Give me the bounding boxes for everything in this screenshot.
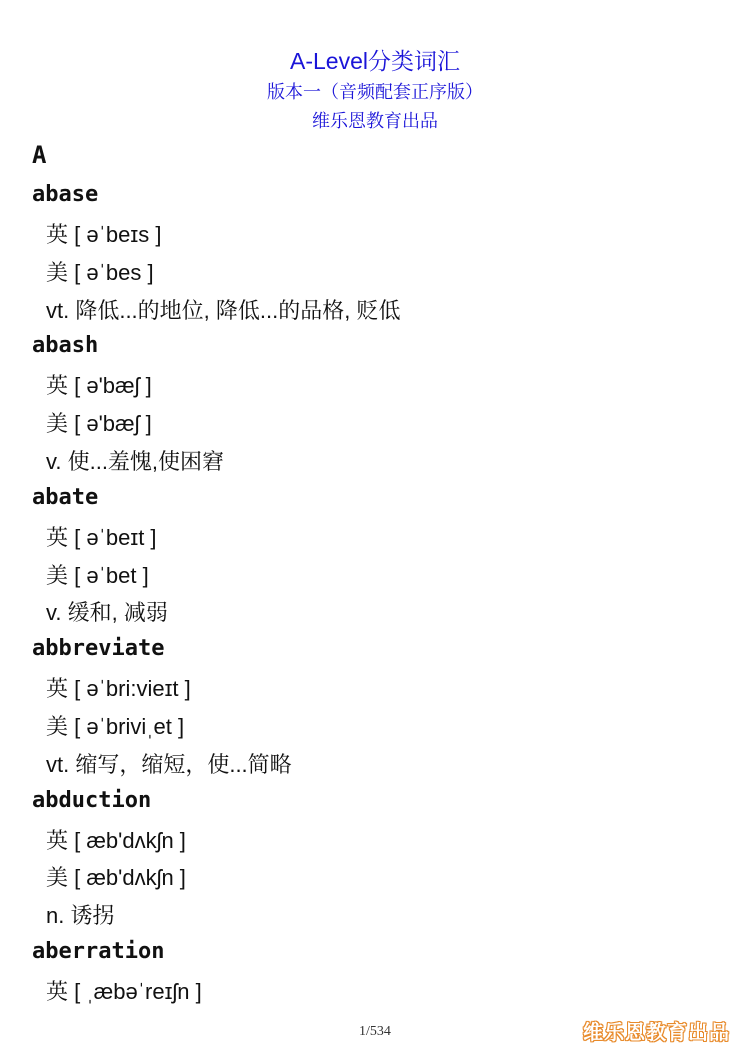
vocabulary-entry [32,632,722,783]
section-letter-heading: A [32,141,47,169]
uk-pronunciation: 英 [ əˈbeɪs ] [46,222,162,247]
vocabulary-entry [32,329,722,480]
vocabulary-entry [32,935,722,1011]
us-pronunciation: 美 [ æb'dʌkʃn ] [46,865,186,891]
entry-definition: v. 缓和, 减弱 [46,600,168,626]
us-pronunciation: 美 [ əˈbriviˌet ] [46,713,185,739]
entry-word: abash [32,333,99,359]
us-pronunciation: 美 [ əˈbes ] [46,259,154,285]
document-title: A-Level分类词汇 [290,48,460,74]
vocabulary-entry [32,178,722,329]
publisher-line: 维乐恩教育出品 [312,111,438,131]
uk-pronunciation: 英 [ ˌæbəˈreɪʃn ] [46,978,202,1004]
entry-word: abduction [32,787,152,813]
entry-definition: v. 使...羞愧,使困窘 [46,448,225,474]
us-pronunciation: 美 [ ə'bæʃ ] [46,411,152,437]
vocabulary-entry [32,481,722,632]
entry-word: abbreviate [32,636,165,662]
uk-pronunciation: 英 [ əˈbri:vieɪt ] [46,676,191,702]
uk-pronunciation: 英 [ æb'dʌkʃn ] [46,827,186,853]
vocabulary-list [32,178,722,1011]
entry-definition: n. 诱拐 [46,903,115,929]
entry-definition: vt. 降低...的地位, 降低...的品格, 贬低 [46,297,401,323]
page-number: 1/534 [359,1024,391,1039]
uk-pronunciation: 英 [ əˈbeɪt ] [46,524,157,550]
document-subtitle: 版本一（音频配套正序版） [267,82,483,102]
entry-word: aberration [32,938,165,964]
entry-word: abate [32,484,99,510]
entry-definition: vt. 缩写，缩短，使...简略 [46,751,292,777]
document-header [0,44,750,136]
entry-word: abase [32,182,99,207]
uk-pronunciation: 英 [ ə'bæʃ ] [46,373,152,399]
vocabulary-entry [32,784,722,935]
us-pronunciation: 美 [ əˈbet ] [46,562,149,588]
publisher-watermark: 维乐恩教育出品 [583,1022,730,1044]
